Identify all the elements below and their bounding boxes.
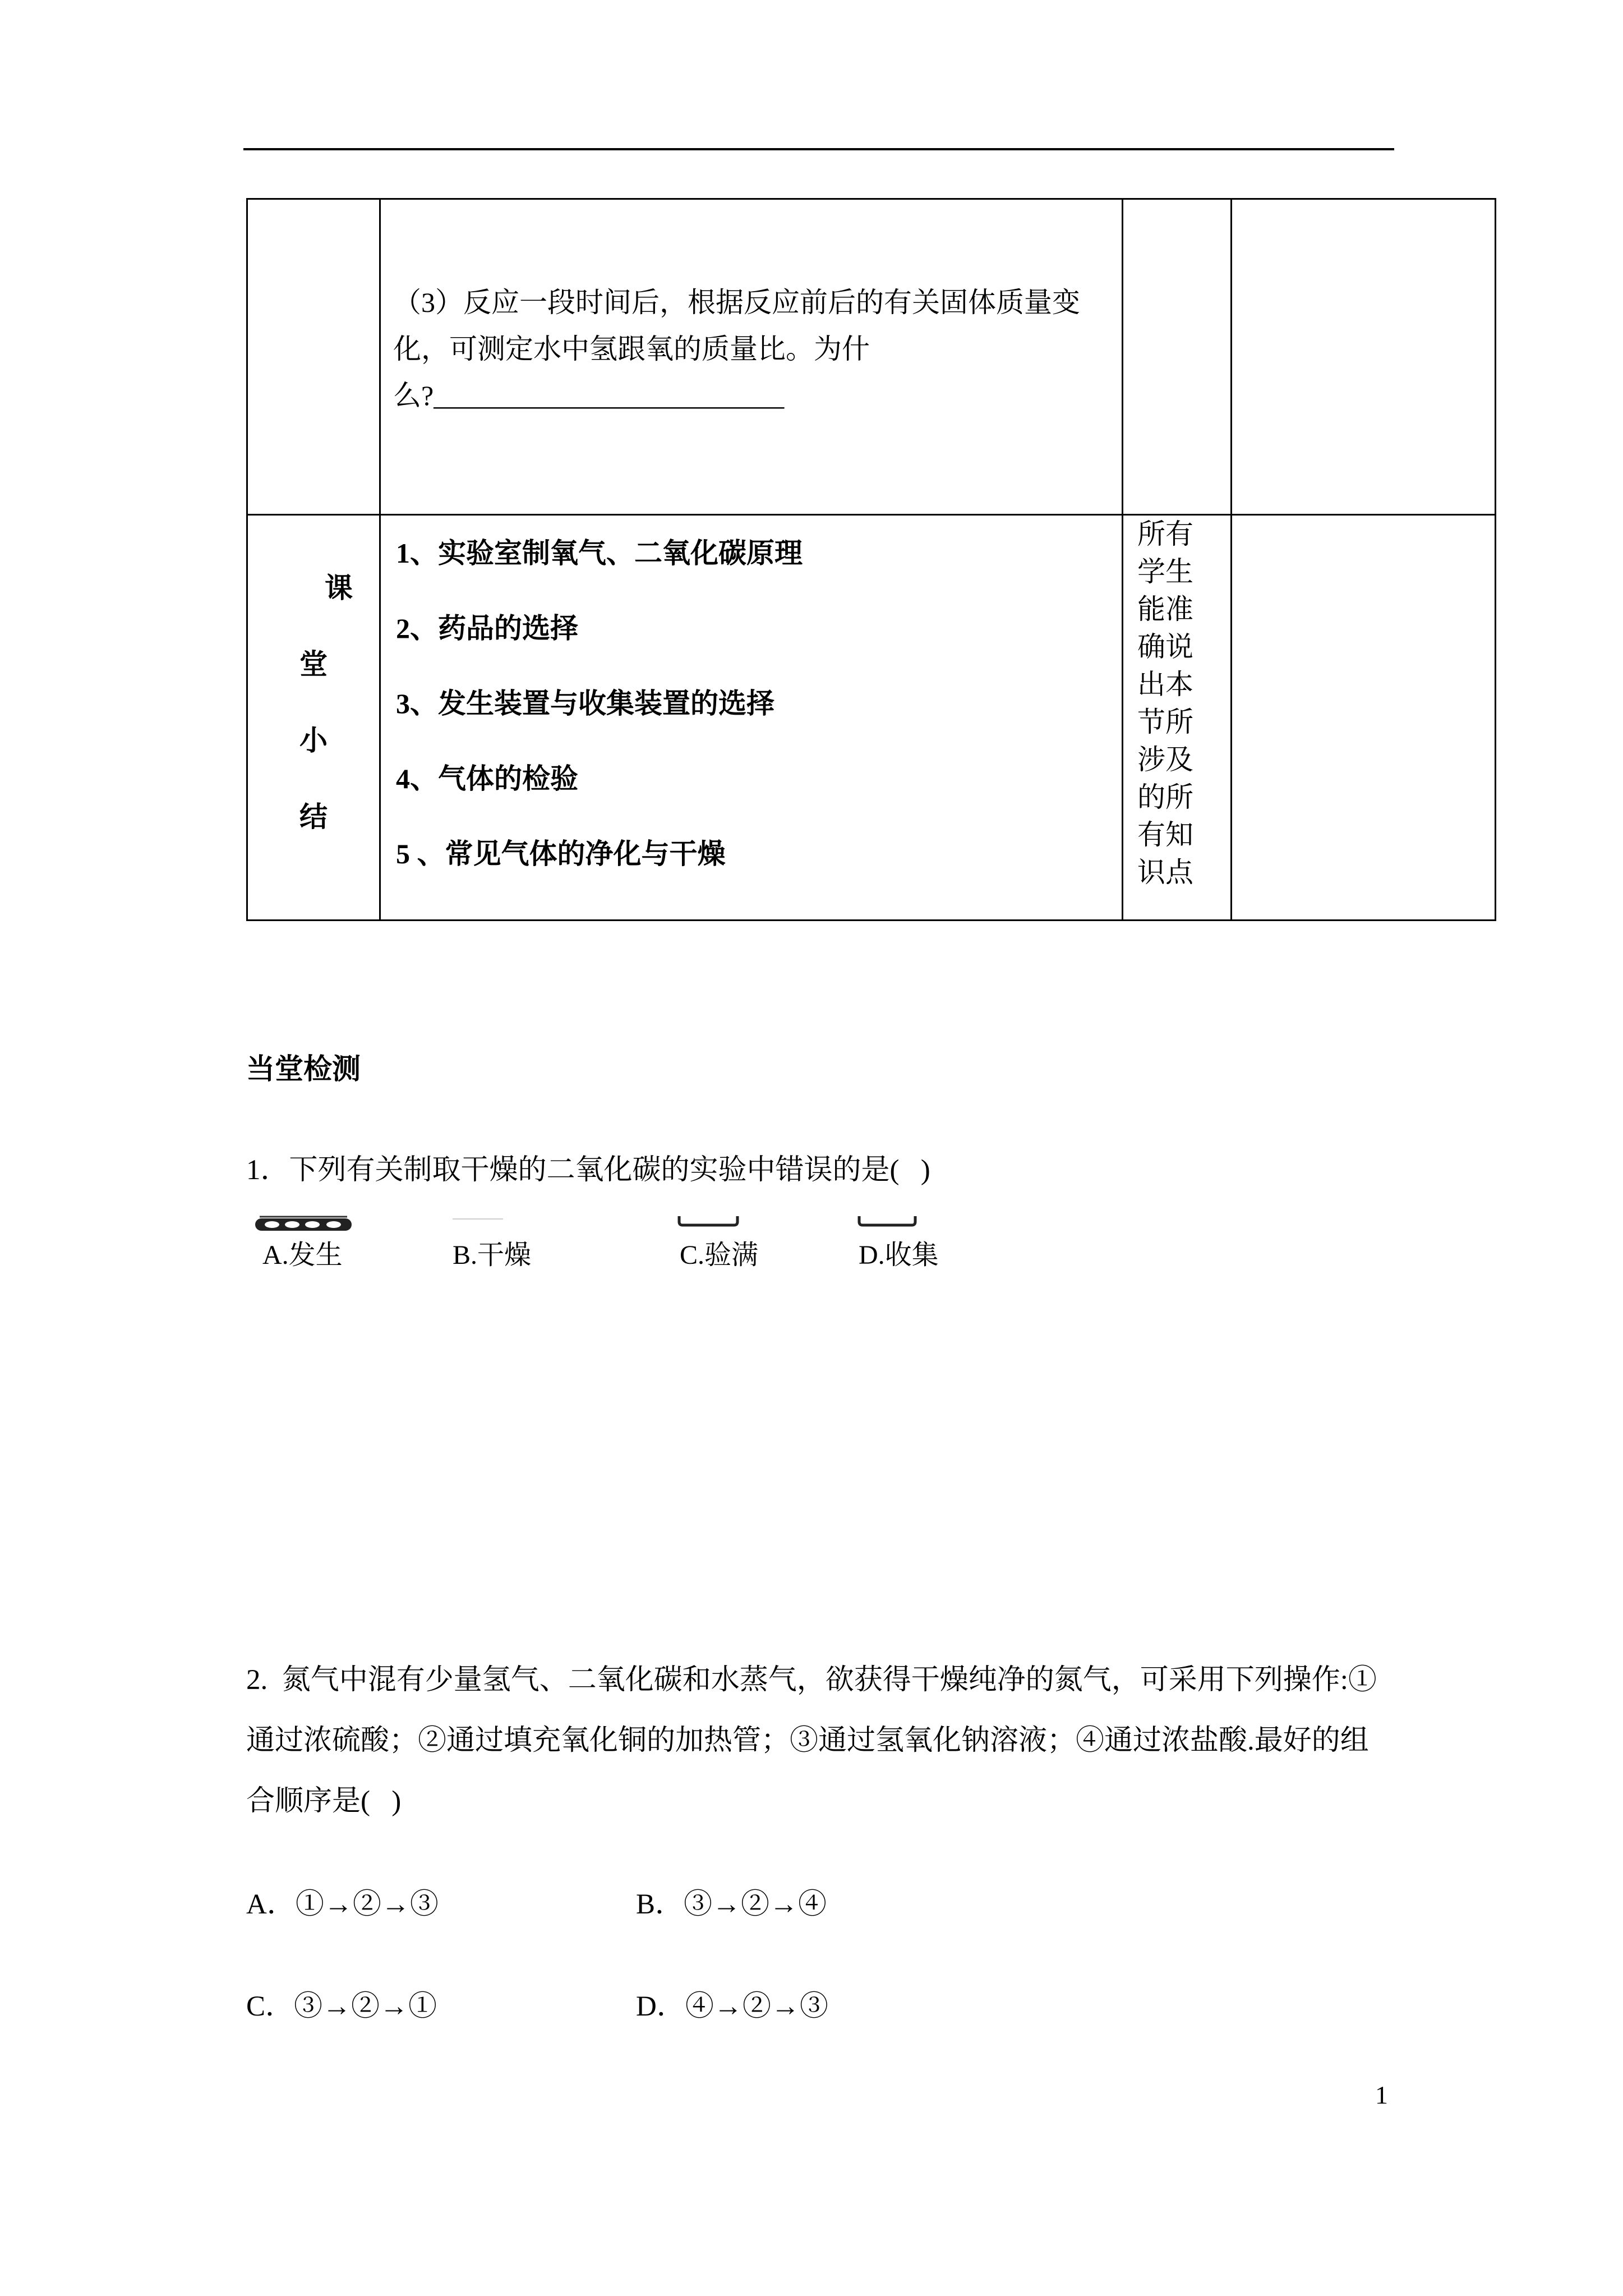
activity-text-line: 么?_________________________ <box>393 380 785 411</box>
apparatus-a-image <box>255 1215 352 1233</box>
question-2-stem-line: 2. 氮气中混有少量氢气、二氧化碳和水蒸气，欲获得干燥纯净的氮气，可采用下列操作:① <box>246 1664 1377 1696</box>
table-row-activity <box>247 199 1496 515</box>
option-a: A．①→②→③ <box>246 1889 439 1920</box>
apparatus-b-image <box>453 1217 503 1221</box>
figure-label-b: B.干燥 <box>453 1240 532 1270</box>
figure-label-d: D.收集 <box>859 1240 939 1270</box>
option-b: B．③→②→④ <box>636 1889 827 1920</box>
stage-cell <box>247 199 380 515</box>
option-c: C．③→②→① <box>246 1991 437 2022</box>
figure-label-c: C.验满 <box>680 1240 759 1270</box>
stage-label-char: 课 <box>325 572 353 604</box>
summary-item: 3、发生装置与收集装置的选择 <box>396 688 774 719</box>
table-row-summary <box>247 515 1496 921</box>
header-rule <box>243 148 1394 150</box>
question-2-stem <box>246 1650 1377 1832</box>
apparatus-c-image <box>677 1215 739 1227</box>
summary-item: 4、气体的检验 <box>396 763 578 794</box>
activity-text-line: （3）反应一段时间后，根据反应前后的有关固体质量变 <box>393 287 1080 318</box>
page-number: 1 <box>1375 2081 1388 2109</box>
activity-text-line: 化，可测定水中氢跟氧的质量比。为什 <box>393 333 870 365</box>
goal-text: 所有学生能准确说出本节所涉及的所有知识点 <box>1137 518 1193 888</box>
remark-cell <box>1232 515 1496 921</box>
apparatus-d-image <box>857 1215 917 1227</box>
stage-label-char: 堂 <box>299 648 328 680</box>
stage-cell <box>247 515 380 921</box>
stage-label-char: 结 <box>299 801 328 832</box>
summary-item: 2、药品的选择 <box>396 613 578 644</box>
question-2-stem-line: 通过浓硫酸；②通过填充氧化铜的加热管；③通过氢氧化钠溶液；④通过浓盐酸.最好的组 <box>246 1725 1369 1756</box>
goal-cell <box>1123 199 1232 515</box>
activity-content-cell <box>380 199 1123 515</box>
lesson-table <box>246 198 1496 921</box>
summary-item: 5 、常见气体的净化与干燥 <box>396 838 726 869</box>
stage-label-char: 小 <box>299 725 328 756</box>
summary-content-cell <box>380 515 1123 921</box>
question-1-stem: 1．下列有关制取干燥的二氧化碳的实验中错误的是( ) <box>246 1154 930 1186</box>
remark-cell <box>1232 199 1496 515</box>
goal-cell <box>1123 515 1232 921</box>
section-title: 当堂检测 <box>246 1054 361 1085</box>
summary-item: 1、实验室制氧气、二氧化碳原理 <box>396 537 803 569</box>
figure-label-a: A.发生 <box>262 1240 343 1270</box>
option-d: D．④→②→③ <box>636 1991 828 2022</box>
question-2-stem-line: 合顺序是( ) <box>246 1786 402 1817</box>
